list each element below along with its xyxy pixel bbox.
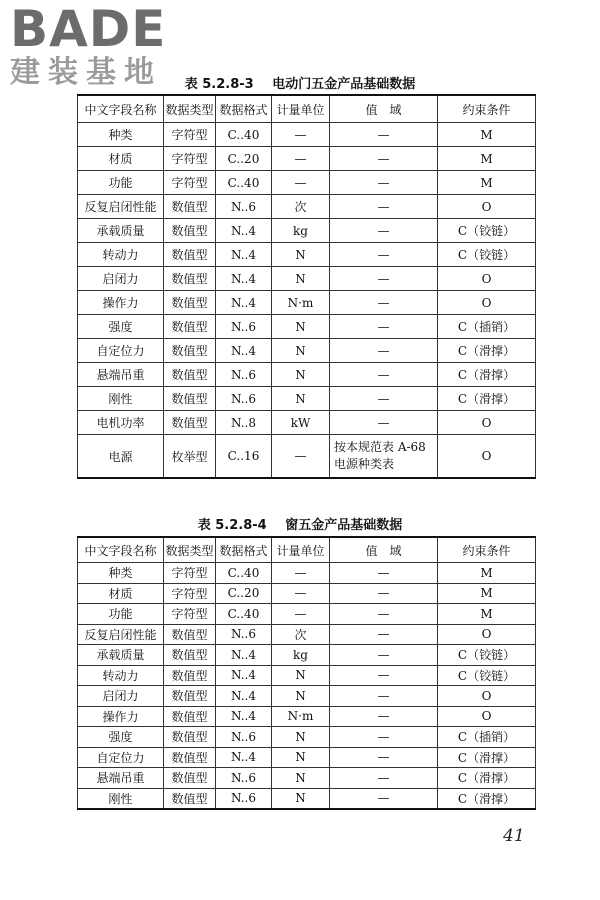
- cell-constraint: C（滑撑）: [438, 387, 536, 411]
- cell-unit: kg: [272, 219, 330, 243]
- cell-data-format: N..4: [216, 291, 272, 315]
- cell-unit: N: [272, 788, 330, 809]
- cell-data-type: 数值型: [164, 624, 216, 645]
- cell-data-type: 字符型: [164, 123, 216, 147]
- cell-unit: —: [272, 604, 330, 625]
- table-row: [78, 243, 536, 267]
- cell-range: —: [330, 243, 438, 267]
- column-header: 约束条件: [438, 95, 536, 123]
- table-row: [78, 411, 536, 435]
- cell-constraint: M: [438, 147, 536, 171]
- cell-data-format: N..6: [216, 727, 272, 748]
- cell-constraint: C（铰链）: [438, 645, 536, 666]
- cell-constraint: C（铰链）: [438, 243, 536, 267]
- cell-data-type: 字符型: [164, 147, 216, 171]
- cell-data-format: N..4: [216, 686, 272, 707]
- table-row: [78, 123, 536, 147]
- column-header: 数据格式: [216, 537, 272, 563]
- cell-field-name: 承载质量: [78, 645, 164, 666]
- cell-unit: 次: [272, 195, 330, 219]
- cell-range: —: [330, 387, 438, 411]
- table-row: [78, 147, 536, 171]
- cell-range: —: [330, 363, 438, 387]
- logo-subtitle: 建装基地: [10, 55, 162, 90]
- cell-range: —: [330, 727, 438, 748]
- cell-data-format: N..6: [216, 788, 272, 809]
- cell-unit: N: [272, 665, 330, 686]
- cell-data-format: N..6: [216, 363, 272, 387]
- cell-field-name: 启闭力: [78, 267, 164, 291]
- cell-constraint: C（铰链）: [438, 219, 536, 243]
- cell-unit: —: [272, 435, 330, 479]
- cell-unit: N·m: [272, 706, 330, 727]
- table-row: [78, 171, 536, 195]
- table1-title: 电动门五金产品基础数据: [272, 77, 416, 92]
- cell-field-name: 操作力: [78, 706, 164, 727]
- cell-data-format: N..6: [216, 624, 272, 645]
- cell-constraint: M: [438, 583, 536, 604]
- cell-data-type: 数值型: [164, 363, 216, 387]
- cell-data-type: 枚举型: [164, 435, 216, 479]
- cell-data-format: C..20: [216, 147, 272, 171]
- cell-data-type: 数值型: [164, 706, 216, 727]
- cell-data-type: 数值型: [164, 411, 216, 435]
- column-header: 约束条件: [438, 537, 536, 563]
- cell-constraint: C（滑撑）: [438, 339, 536, 363]
- table1: [77, 94, 536, 479]
- cell-data-format: C..40: [216, 563, 272, 584]
- column-header: 数据类型: [164, 95, 216, 123]
- cell-unit: N: [272, 727, 330, 748]
- table-row: [78, 706, 536, 727]
- cell-data-format: N..4: [216, 665, 272, 686]
- cell-data-type: 数值型: [164, 291, 216, 315]
- cell-constraint: C（插销）: [438, 727, 536, 748]
- cell-unit: N·m: [272, 291, 330, 315]
- cell-field-name: 悬端吊重: [78, 768, 164, 789]
- cell-data-type: 数值型: [164, 243, 216, 267]
- cell-field-name: 刚性: [78, 387, 164, 411]
- cell-constraint: C（插销）: [438, 315, 536, 339]
- cell-range: —: [330, 339, 438, 363]
- cell-range: —: [330, 747, 438, 768]
- cell-data-type: 数值型: [164, 195, 216, 219]
- cell-unit: N: [272, 686, 330, 707]
- cell-data-format: N..6: [216, 315, 272, 339]
- cell-data-type: 数值型: [164, 267, 216, 291]
- cell-constraint: O: [438, 624, 536, 645]
- column-header: 中文字段名称: [78, 95, 164, 123]
- column-header: 值 域: [330, 95, 438, 123]
- cell-unit: —: [272, 563, 330, 584]
- cell-data-format: N..4: [216, 243, 272, 267]
- cell-range: —: [330, 665, 438, 686]
- cell-field-name: 转动力: [78, 665, 164, 686]
- cell-unit: —: [272, 171, 330, 195]
- cell-field-name: 自定位力: [78, 339, 164, 363]
- cell-constraint: O: [438, 686, 536, 707]
- table1-body: [78, 123, 536, 479]
- cell-range: —: [330, 583, 438, 604]
- cell-constraint: C（滑撑）: [438, 768, 536, 789]
- cell-constraint: C（滑撑）: [438, 747, 536, 768]
- table-row: [78, 267, 536, 291]
- cell-data-format: C..40: [216, 123, 272, 147]
- table1-header-row: [78, 95, 536, 123]
- cell-data-format: N..4: [216, 645, 272, 666]
- cell-constraint: O: [438, 435, 536, 479]
- table-row: [78, 583, 536, 604]
- cell-unit: N: [272, 768, 330, 789]
- cell-range: —: [330, 147, 438, 171]
- cell-constraint: O: [438, 195, 536, 219]
- column-header: 中文字段名称: [78, 537, 164, 563]
- column-header: 数据类型: [164, 537, 216, 563]
- cell-data-type: 字符型: [164, 171, 216, 195]
- cell-data-format: N..4: [216, 339, 272, 363]
- logo-brand-text: BADE: [10, 0, 167, 58]
- cell-range: —: [330, 219, 438, 243]
- cell-data-format: C..40: [216, 604, 272, 625]
- cell-range: —: [330, 624, 438, 645]
- cell-data-format: N..6: [216, 768, 272, 789]
- cell-data-type: 数值型: [164, 768, 216, 789]
- cell-range: —: [330, 315, 438, 339]
- cell-range: —: [330, 291, 438, 315]
- cell-field-name: 材质: [78, 147, 164, 171]
- cell-unit: N: [272, 315, 330, 339]
- cell-data-format: N..4: [216, 267, 272, 291]
- cell-range: —: [330, 411, 438, 435]
- table-row: [78, 563, 536, 584]
- table-row: [78, 435, 536, 479]
- cell-unit: N: [272, 747, 330, 768]
- cell-field-name: 功能: [78, 604, 164, 625]
- cell-data-format: N..6: [216, 195, 272, 219]
- column-header: 计量单位: [272, 537, 330, 563]
- cell-unit: 次: [272, 624, 330, 645]
- table1-number: 表 5.2.8-3: [184, 77, 254, 92]
- table-row: [78, 665, 536, 686]
- cell-field-name: 刚性: [78, 788, 164, 809]
- table2: [77, 536, 536, 810]
- table2-body: [78, 563, 536, 810]
- cell-data-type: 数值型: [164, 747, 216, 768]
- page-number: 41: [503, 826, 525, 846]
- cell-constraint: M: [438, 171, 536, 195]
- cell-field-name: 电机功率: [78, 411, 164, 435]
- table-row: [78, 219, 536, 243]
- cell-range: —: [330, 195, 438, 219]
- cell-range: —: [330, 267, 438, 291]
- cell-range: —: [330, 645, 438, 666]
- cell-field-name: 种类: [78, 563, 164, 584]
- cell-unit: kg: [272, 645, 330, 666]
- table-row: [78, 315, 536, 339]
- cell-field-name: 悬端吊重: [78, 363, 164, 387]
- cell-range: —: [330, 686, 438, 707]
- table-row: [78, 363, 536, 387]
- column-header: 数据格式: [216, 95, 272, 123]
- cell-unit: —: [272, 123, 330, 147]
- cell-unit: N: [272, 243, 330, 267]
- table-row: [78, 339, 536, 363]
- cell-data-type: 字符型: [164, 563, 216, 584]
- cell-field-name: 材质: [78, 583, 164, 604]
- cell-data-format: N..4: [216, 706, 272, 727]
- cell-data-format: C..16: [216, 435, 272, 479]
- cell-data-type: 数值型: [164, 788, 216, 809]
- cell-constraint: C（滑撑）: [438, 363, 536, 387]
- cell-constraint: O: [438, 291, 536, 315]
- cell-unit: —: [272, 583, 330, 604]
- table-row: [78, 788, 536, 809]
- cell-field-name: 反复启闭性能: [78, 195, 164, 219]
- cell-constraint: M: [438, 563, 536, 584]
- cell-range: —: [330, 706, 438, 727]
- cell-data-format: C..40: [216, 171, 272, 195]
- cell-field-name: 功能: [78, 171, 164, 195]
- cell-range: —: [330, 604, 438, 625]
- column-header: 计量单位: [272, 95, 330, 123]
- cell-unit: —: [272, 147, 330, 171]
- cell-data-format: N..4: [216, 747, 272, 768]
- table-row: [78, 768, 536, 789]
- cell-data-type: 字符型: [164, 604, 216, 625]
- cell-data-format: N..6: [216, 387, 272, 411]
- cell-data-type: 字符型: [164, 583, 216, 604]
- cell-constraint: O: [438, 267, 536, 291]
- cell-data-type: 数值型: [164, 645, 216, 666]
- cell-unit: N: [272, 387, 330, 411]
- cell-range: 按本规范表 A-68 电源种类表: [330, 435, 438, 479]
- table1-caption: [0, 73, 600, 92]
- table-row: [78, 195, 536, 219]
- table2-caption: [0, 514, 600, 533]
- cell-range: —: [330, 788, 438, 809]
- cell-constraint: C（滑撑）: [438, 788, 536, 809]
- cell-field-name: 自定位力: [78, 747, 164, 768]
- cell-data-type: 数值型: [164, 339, 216, 363]
- cell-data-type: 数值型: [164, 665, 216, 686]
- cell-data-type: 数值型: [164, 219, 216, 243]
- cell-unit: kW: [272, 411, 330, 435]
- cell-constraint: M: [438, 604, 536, 625]
- table-row: [78, 686, 536, 707]
- cell-data-type: 数值型: [164, 387, 216, 411]
- cell-field-name: 电源: [78, 435, 164, 479]
- cell-range: —: [330, 123, 438, 147]
- table2-header-row: [78, 537, 536, 563]
- cell-field-name: 种类: [78, 123, 164, 147]
- column-header: 值 域: [330, 537, 438, 563]
- table-row: [78, 645, 536, 666]
- cell-field-name: 强度: [78, 727, 164, 748]
- table-row: [78, 624, 536, 645]
- table2-title: 窗五金产品基础数据: [285, 518, 403, 533]
- table-row: [78, 291, 536, 315]
- cell-range: —: [330, 768, 438, 789]
- table-row: [78, 604, 536, 625]
- table-row: [78, 387, 536, 411]
- table-row: [78, 747, 536, 768]
- table-row: [78, 727, 536, 748]
- cell-data-format: N..8: [216, 411, 272, 435]
- cell-data-format: N..4: [216, 219, 272, 243]
- cell-data-type: 数值型: [164, 686, 216, 707]
- table2-number: 表 5.2.8-4: [197, 518, 267, 533]
- cell-data-type: 数值型: [164, 315, 216, 339]
- cell-unit: N: [272, 339, 330, 363]
- cell-range: —: [330, 563, 438, 584]
- cell-field-name: 承载质量: [78, 219, 164, 243]
- cell-range: —: [330, 171, 438, 195]
- cell-constraint: O: [438, 411, 536, 435]
- cell-field-name: 反复启闭性能: [78, 624, 164, 645]
- cell-unit: N: [272, 267, 330, 291]
- cell-data-type: 数值型: [164, 727, 216, 748]
- cell-data-format: C..20: [216, 583, 272, 604]
- cell-field-name: 启闭力: [78, 686, 164, 707]
- cell-field-name: 强度: [78, 315, 164, 339]
- cell-unit: N: [272, 363, 330, 387]
- cell-constraint: C（铰链）: [438, 665, 536, 686]
- cell-field-name: 操作力: [78, 291, 164, 315]
- cell-constraint: M: [438, 123, 536, 147]
- cell-field-name: 转动力: [78, 243, 164, 267]
- cell-constraint: O: [438, 706, 536, 727]
